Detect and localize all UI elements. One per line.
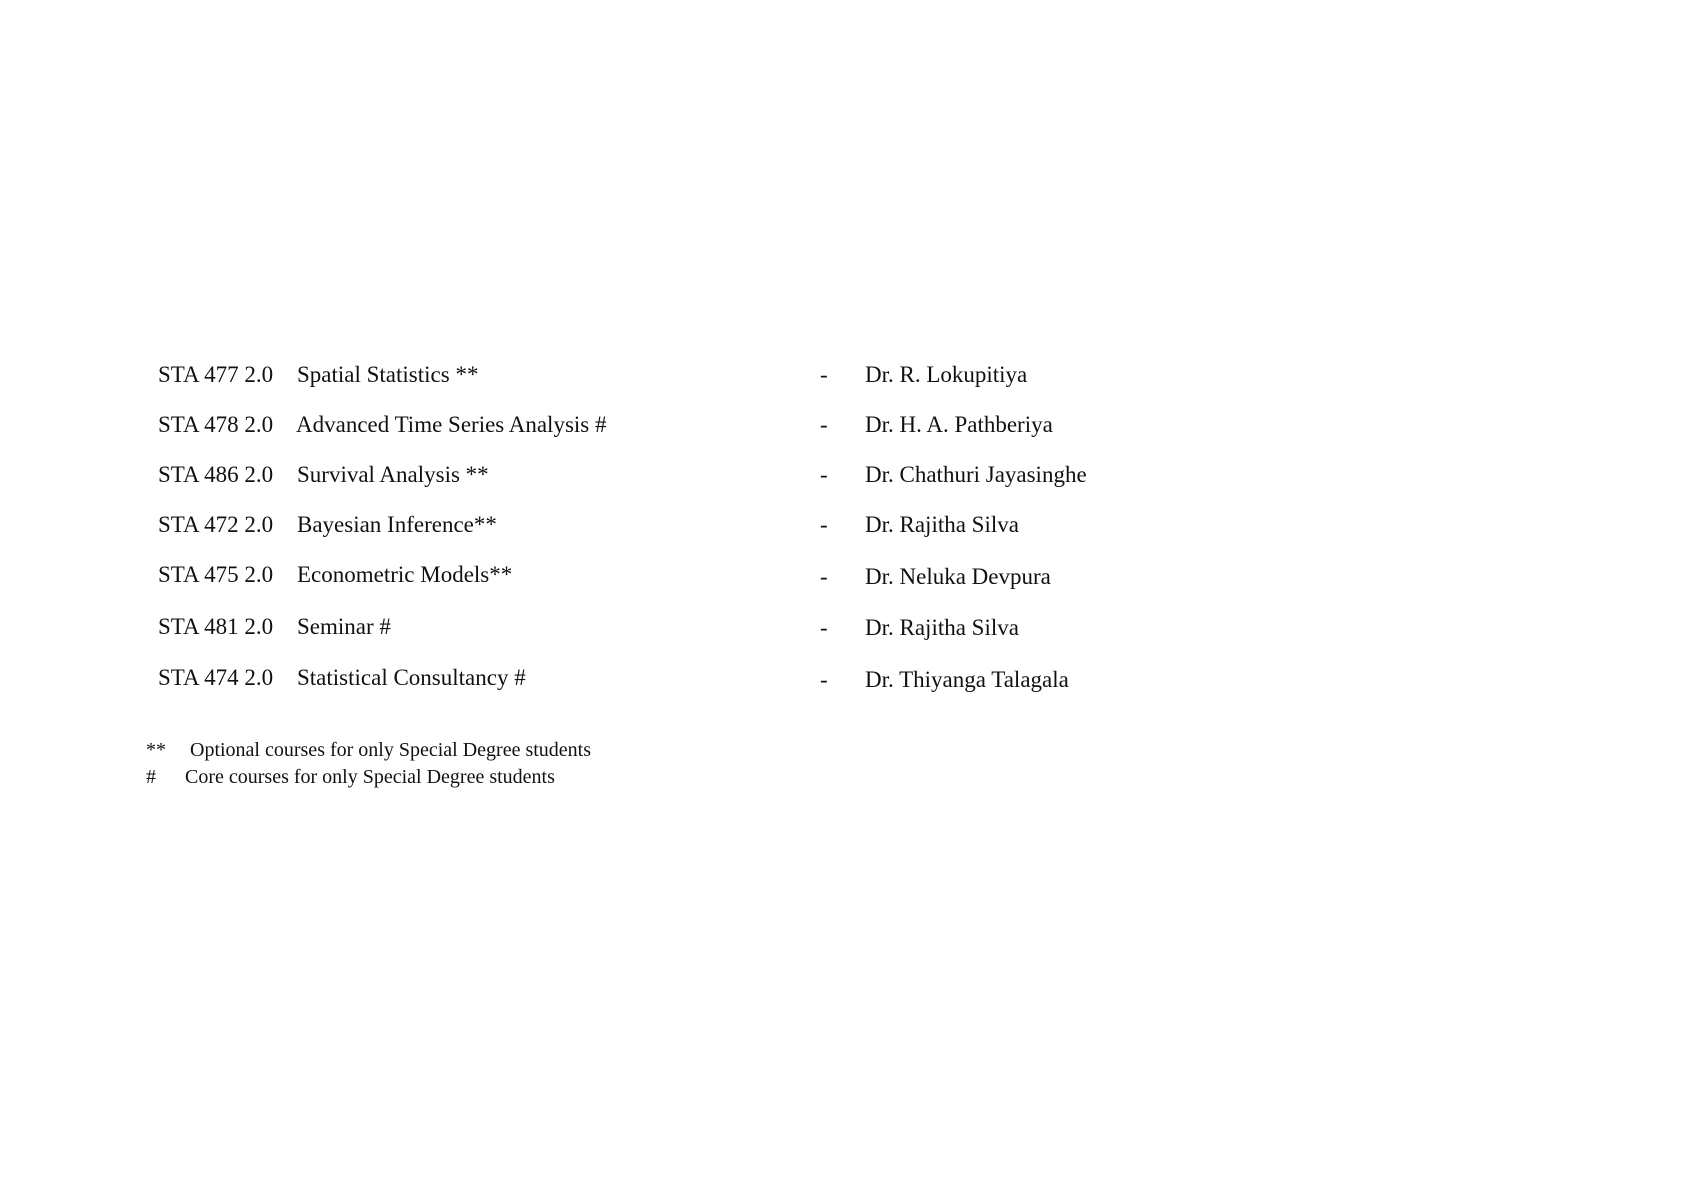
separator-dash: - (820, 462, 828, 487)
lecturer-name: Dr. Chathuri Jayasinghe (865, 462, 1087, 487)
lecturer-name: Dr. Rajitha Silva (865, 512, 1019, 537)
course-code: STA 477 2.0 (158, 362, 274, 387)
separator-dash: - (820, 564, 828, 589)
course-title: Survival Analysis ** (297, 462, 489, 487)
legend-symbol: ** (146, 739, 166, 761)
course-title: Seminar # (297, 614, 391, 639)
course-code: STA 486 2.0 (158, 462, 274, 487)
legend-symbol: # (146, 766, 156, 788)
separator-dash: - (820, 412, 828, 437)
legend-item-core (0, 763, 1684, 791)
course-code: STA 478 2.0 (158, 412, 274, 437)
course-title: Econometric Models** (297, 562, 513, 587)
course-title: Advanced Time Series Analysis # (296, 412, 607, 437)
course-code: STA 475 2.0 (158, 562, 274, 587)
separator-dash: - (820, 615, 828, 640)
separator-dash: - (820, 362, 828, 387)
legend-text: Optional courses for only Special Degree students (190, 739, 592, 761)
course-title: Bayesian Inference** (297, 512, 497, 537)
course-title: Spatial Statistics ** (297, 362, 479, 387)
course-code: STA 481 2.0 (158, 614, 274, 639)
legend-item-optional (0, 736, 1684, 764)
separator-dash: - (820, 512, 828, 537)
course-code: STA 472 2.0 (158, 512, 274, 537)
legend-text: Core courses for only Special Degree students (185, 766, 555, 788)
lecturer-name: Dr. H. A. Pathberiya (865, 412, 1053, 437)
lecturer-name: Dr. Thiyanga Talagala (865, 667, 1069, 692)
course-title: Statistical Consultancy # (297, 665, 526, 690)
lecturer-name: Dr. Neluka Devpura (865, 564, 1051, 589)
lecturer-name: Dr. Rajitha Silva (865, 615, 1019, 640)
separator-dash: - (820, 667, 828, 692)
lecturer-name: Dr. R. Lokupitiya (865, 362, 1028, 387)
course-code: STA 474 2.0 (158, 665, 274, 690)
